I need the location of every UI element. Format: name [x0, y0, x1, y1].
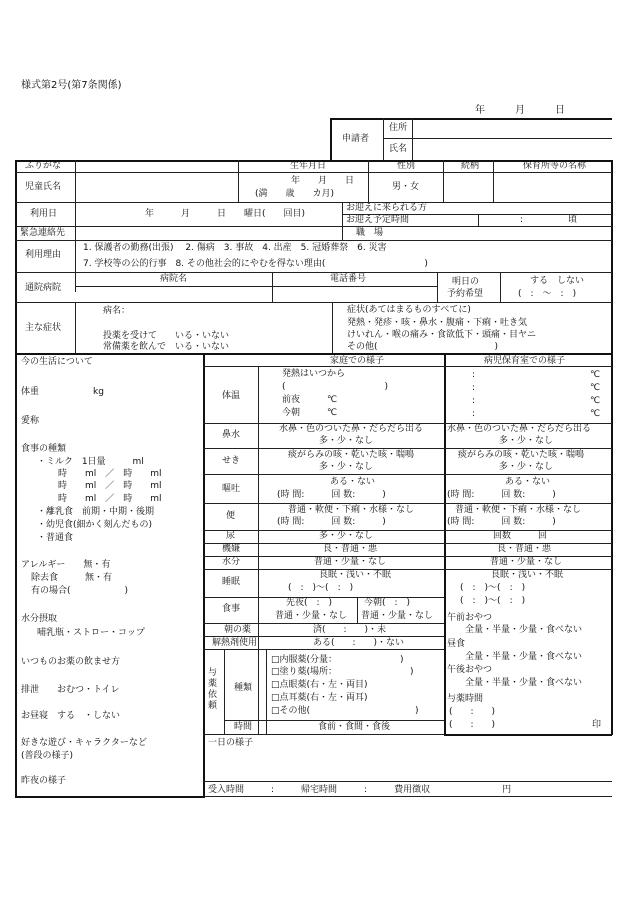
life-left-border: [15, 353, 17, 797]
pickup-time-value[interactable]: : 頃: [520, 215, 578, 225]
antipyretic-field[interactable]: ある( : )・ない: [313, 638, 405, 648]
row-line: [203, 734, 444, 735]
birthdate-label: 生年月日: [290, 161, 327, 171]
col-line: [500, 272, 501, 302]
dose-request-label: 与薬依頼: [208, 668, 218, 711]
phone-label: 電話番号: [330, 274, 367, 284]
med-time-2[interactable]: ( : ): [449, 720, 496, 730]
breakfast-amount[interactable]: 普通・少量・なし: [361, 611, 434, 621]
play-field[interactable]: 好きな遊び・キャラクターなど: [21, 738, 147, 748]
mood-home-options[interactable]: 良・普通・悪: [323, 544, 378, 554]
ear-drop-checkbox[interactable]: □点耳薬(右・左・両耳): [271, 693, 368, 703]
form-number: 様式第2号(第7条関係): [21, 80, 122, 91]
life-right-border: [203, 353, 205, 797]
water-intake-label: 水分摂取: [21, 614, 58, 624]
applicant-left-line: [330, 118, 332, 160]
meal-label: 食事: [222, 604, 241, 614]
other-med-checkbox[interactable]: □その他(: [271, 706, 311, 716]
sleep-label: 睡眠: [222, 577, 241, 587]
nose-home-options[interactable]: 水鼻・色のついた鼻・だらだら出る: [279, 424, 424, 434]
temp-unit-4: ℃: [590, 409, 601, 419]
last-night-temp[interactable]: 前夜 ℃: [282, 395, 338, 405]
morning-med-label: 朝の薬: [224, 625, 252, 635]
row-line: [15, 202, 612, 203]
lower-top-border: [15, 353, 612, 355]
kind-col-line: [266, 649, 267, 721]
row-line: [203, 448, 612, 449]
supper-time[interactable]: 先夜( : ): [286, 598, 333, 608]
use-date-label: 利用日: [30, 209, 58, 219]
row-line: [203, 796, 612, 797]
col-line: [478, 214, 479, 226]
workplace-label: 職 場: [356, 228, 384, 238]
sleep-nursery-time-2[interactable]: ( : )～( : ): [460, 596, 526, 606]
row-line: [15, 272, 612, 273]
stool-home-time[interactable]: (時 間: 回 数: ): [277, 517, 386, 527]
weaning-options[interactable]: ・離乳食 前期・中期・後期: [37, 507, 155, 517]
nose-home-amount[interactable]: 多・少・なし: [319, 436, 374, 446]
cough-home-amount[interactable]: 多・少・なし: [319, 462, 374, 472]
lunch-options[interactable]: 全量・半量・少量・食べない: [465, 652, 583, 662]
row-line: [203, 623, 444, 624]
pickup-person-label: お迎えに来られる方: [346, 203, 428, 213]
col-line: [437, 272, 438, 302]
applicant-div-line: [383, 118, 384, 160]
topical-med-close: ): [410, 667, 414, 677]
temp-time-3[interactable]: :: [472, 396, 476, 406]
row-line: [203, 530, 612, 531]
stool-nursery-options[interactable]: 普通・軟便・下痢・水様・なし: [455, 505, 582, 515]
dose-kind-label: 種類: [234, 683, 253, 693]
pm-snack-options[interactable]: 全量・半量・少量・食べない: [465, 678, 583, 688]
temp-unit-2: ℃: [590, 383, 601, 393]
breakfast-time[interactable]: 今朝( : ): [364, 598, 411, 608]
row-line: [203, 636, 444, 637]
reason-line-2[interactable]: 7. 学校等の公的行事 8. その他社会的にやむを得ない理由( ): [83, 259, 428, 269]
table-right-border: [611, 160, 613, 353]
allergy-detail[interactable]: 有の場合( ): [31, 586, 129, 596]
hospital-name-label: 病院名: [160, 274, 188, 284]
nose-nursery-options[interactable]: 水鼻・色のついた鼻・だらだら出る: [447, 424, 592, 434]
form-date[interactable]: 年 月 日: [475, 105, 565, 116]
reserve-time[interactable]: ( : ～ : ): [518, 289, 577, 299]
birth-ymd[interactable]: 年 月 日: [291, 176, 355, 186]
stool-nursery-time[interactable]: (時 間: 回 数: ): [447, 517, 556, 527]
sleep-nursery-time-1[interactable]: ( : )～( : ): [460, 583, 526, 593]
applicant-mid-line: [383, 138, 612, 139]
tomorrow-label: 明日の: [452, 277, 480, 287]
row-line: [224, 720, 444, 721]
am-snack-label: 午前おやつ: [447, 613, 493, 623]
toddler-food[interactable]: ・幼児食(細かく刻んだもの): [37, 520, 153, 530]
reservation-label: 予約希望: [447, 289, 484, 299]
dose-label-col-line: [224, 649, 225, 735]
milk-times-2[interactable]: 時 ml ／ 時 ml: [58, 481, 162, 491]
regular-med-status[interactable]: 常備薬を飲んで いる・いない: [103, 342, 230, 352]
mood-nursery-options[interactable]: 良・普通・悪: [497, 544, 552, 554]
row-line: [15, 226, 612, 227]
symptoms-label: 主な症状: [25, 323, 62, 333]
name-label: 氏名: [389, 144, 408, 154]
sleep-nursery-options[interactable]: 良眠・浅い・不眠: [491, 570, 564, 580]
sleep-home-time[interactable]: ( : )～( : ): [288, 583, 354, 593]
pickup-time-label: お迎え予定時間: [346, 215, 410, 225]
mood-label: 機嫌: [222, 544, 241, 554]
meal-split-line: [357, 597, 358, 623]
symptoms-line-1[interactable]: 発熱・発疹・咳・鼻水・腹痛・下痢・吐き気: [347, 318, 528, 328]
sex-options[interactable]: 男・女: [392, 182, 420, 192]
life-heading: 今の生活について: [21, 357, 93, 367]
fluid-home-options[interactable]: 普通・少量・なし: [314, 557, 387, 567]
nap-options[interactable]: お昼寝 する ・しない: [21, 711, 121, 721]
temp-time-4[interactable]: :: [472, 409, 476, 419]
medication-status[interactable]: 投薬を受けて いる・いない: [103, 331, 230, 341]
col-line: [272, 272, 273, 302]
sex-label: 性別: [397, 161, 416, 171]
row-line: [15, 172, 612, 173]
row-line: [203, 781, 612, 782]
table-left-border: [15, 160, 17, 353]
reason-label: 利用理由: [25, 250, 62, 260]
fluid-nursery-options[interactable]: 普通・少量・なし: [490, 557, 563, 567]
row-line: [15, 302, 612, 303]
nursery-right-border: [611, 353, 613, 735]
obs-label-col-line: [258, 366, 259, 735]
row-line: [203, 649, 444, 650]
col-line: [342, 202, 343, 226]
play-field-sub: (普段の様子): [21, 751, 74, 761]
nose-nursery-amount[interactable]: 多・少・なし: [499, 436, 554, 446]
cough-nursery-amount[interactable]: 多・少・なし: [499, 462, 554, 472]
row-line: [203, 503, 612, 504]
other-med-close: ): [415, 706, 419, 716]
home-heading: 家庭での様子: [330, 356, 385, 366]
dose-timing-label: 時間: [234, 722, 253, 732]
stool-label: 便: [226, 511, 236, 521]
meal-type-label: 食事の種類: [21, 444, 67, 454]
lunch-label: 昼食: [447, 639, 466, 649]
address-label: 住所: [389, 123, 408, 133]
supper-amount[interactable]: 普通・少量・なし: [275, 611, 348, 621]
life-bottom-border: [15, 796, 205, 798]
cough-label: せき: [222, 456, 241, 466]
medicine-method-field[interactable]: いつものお薬の飲ませ方: [21, 657, 121, 667]
applicant-div2-line: [412, 118, 413, 160]
dose-timing-options[interactable]: 食前・食間・食後: [318, 722, 391, 732]
age-field[interactable]: (満 歳 カ月): [255, 189, 335, 199]
milk-times-1[interactable]: 時 ml ／ 時 ml: [58, 469, 162, 479]
use-date-value[interactable]: 年 月 日 曜日( 回目): [145, 209, 306, 219]
hospital-label: 通院病院: [25, 283, 62, 293]
row-line: [15, 240, 612, 241]
temp-time-1[interactable]: :: [472, 370, 476, 380]
label-col-line: [75, 302, 76, 353]
vomit-nursery-options[interactable]: ある・ない: [505, 477, 551, 487]
reason-line-1[interactable]: 1. 保護者の勤務(出張) 2. 傷病 3. 事故 4. 出産 5. 冠婚葬祭 6. 災害: [83, 243, 387, 253]
excretion-options[interactable]: 排泄 おむつ・トイレ: [21, 685, 120, 695]
emergency-label: 緊急連絡先: [20, 228, 66, 238]
relation-label: 続柄: [461, 161, 480, 171]
sleep-home-options[interactable]: 良眠・浅い・不眠: [319, 570, 392, 580]
nose-label: 鼻水: [222, 430, 241, 440]
seal-mark[interactable]: 印: [592, 720, 602, 730]
urine-label: 尿: [226, 531, 236, 541]
milk-amount[interactable]: ・ミルク 1日量 ml: [37, 457, 144, 467]
weight-field[interactable]: 体重 kg: [21, 387, 104, 397]
med-time-label: 与薬時間: [447, 694, 484, 704]
disease-label[interactable]: 病名：: [103, 306, 131, 316]
vomit-label: 嘔吐: [222, 484, 241, 494]
cough-nursery-options[interactable]: 痰がらみの咳・乾いた咳・喘鳴: [458, 450, 585, 460]
last-night-field[interactable]: 昨夜の様子: [21, 776, 67, 786]
applicant-label: 申請者: [342, 134, 370, 144]
nickname-field[interactable]: 愛称: [21, 416, 40, 426]
pm-snack-label: 午後おやつ: [447, 665, 493, 675]
furigana-label: ふりがな: [25, 161, 62, 171]
facility-label: 保育所等の名称: [523, 161, 587, 171]
col-line: [493, 160, 494, 202]
child-name-label: 児童氏名: [25, 182, 62, 192]
nursery-heading: 病児保育室での様子: [484, 356, 566, 366]
temp-time-2[interactable]: :: [472, 383, 476, 393]
vomit-nursery-time[interactable]: (時 間: 回 数: ): [447, 490, 556, 500]
vomit-home-options[interactable]: ある・ない: [330, 477, 376, 487]
stool-home-options[interactable]: 普通・軟便・下痢・水様・なし: [288, 505, 415, 515]
day-summary-label[interactable]: 一日の様子: [208, 738, 254, 748]
oral-med-checkbox[interactable]: □内服薬(分量：: [271, 655, 338, 665]
symptoms-line-2[interactable]: けいれん・喉の痛み・食欲低下・頭痛・目ヤニ: [347, 330, 537, 340]
timing-col-line: [266, 720, 267, 734]
urine-home-amount[interactable]: 多・少・なし: [319, 531, 374, 541]
col-line: [332, 302, 333, 353]
fever-since-label: 発熱はいつから: [282, 369, 346, 379]
col-line: [238, 160, 239, 202]
milk-times-3[interactable]: 時 ml ／ 時 ml: [58, 494, 162, 504]
temp-unit-1: ℃: [590, 370, 601, 380]
fluid-label: 水分: [222, 557, 241, 567]
med-time-1[interactable]: ( : ): [449, 707, 496, 717]
morning-med-field[interactable]: 済( : )・未: [313, 625, 387, 635]
temperature-label: 体温: [222, 391, 241, 401]
row-line: [75, 286, 437, 287]
symptoms-line-3[interactable]: その他( ): [347, 342, 499, 352]
topical-med-checkbox[interactable]: □塗り薬(場所：: [271, 667, 338, 677]
morning-temp[interactable]: 今朝 ℃: [282, 408, 338, 418]
col-line: [342, 226, 343, 240]
vomit-home-time[interactable]: (時 間: 回 数: ): [277, 490, 386, 500]
symptoms-heading: 症状(あてはまるものすべてに): [347, 305, 471, 315]
water-intake-options[interactable]: 哺乳瓶・ストロー・コップ: [37, 628, 145, 638]
col-line: [368, 160, 369, 202]
nursery-left-border: [444, 353, 446, 735]
row-line: [203, 474, 612, 475]
checkin-row[interactable]: 受入時間 : 帰宅時間 : 費用徴収 円: [208, 785, 512, 795]
allergy-options[interactable]: アレルギー 無・有: [21, 560, 111, 570]
temp-unit-3: ℃: [590, 396, 601, 406]
cough-home-options[interactable]: 痰がらみの咳・乾いた咳・喘鳴: [288, 450, 415, 460]
fever-since-field[interactable]: ( ): [282, 382, 389, 392]
eye-drop-checkbox[interactable]: □点眼薬(右・左・両目): [271, 680, 368, 690]
col-line: [443, 160, 444, 202]
removal-food-options[interactable]: 除去食 無・有: [31, 573, 113, 583]
antipyretic-label: 解熱剤使用: [212, 638, 258, 648]
applicant-top-line: [330, 118, 612, 120]
nursery-bottom-border: [444, 734, 612, 736]
reserve-options[interactable]: する しない: [530, 276, 585, 286]
normal-food[interactable]: ・普通食: [37, 533, 74, 543]
urine-nursery-count[interactable]: 回数 回: [493, 531, 548, 541]
am-snack-options[interactable]: 全量・半量・少量・食べない: [465, 625, 583, 635]
oral-med-close: ): [400, 655, 404, 665]
